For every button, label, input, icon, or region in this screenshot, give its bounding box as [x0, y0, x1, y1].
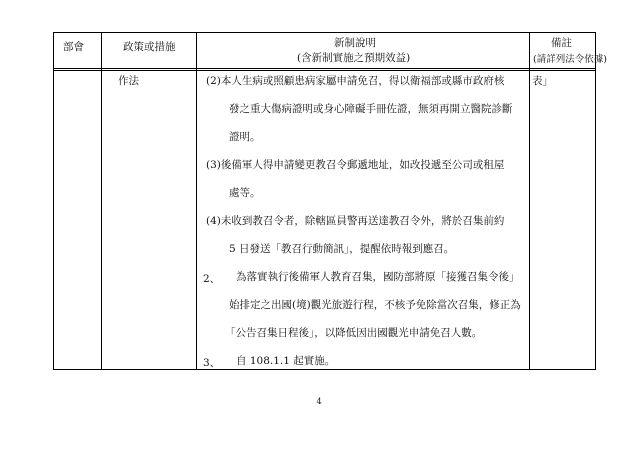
- description-line: 5 日發送「教召行動簡訊」，提醒依時報到應召。: [229, 243, 455, 255]
- table-border-right: [595, 32, 596, 370]
- policy-table: [53, 32, 607, 370]
- table-border-top: [53, 32, 596, 33]
- description-line: 發之重大傷病證明或身心障礙手冊佐證，無須再開立醫院診斷: [229, 103, 513, 115]
- item-number: 2、: [203, 273, 221, 285]
- description-line: (4)未收到教召令者，除轄區員警再送達教召令外，將於召集前約: [206, 215, 505, 227]
- header-policy: 政策或措施: [123, 41, 176, 53]
- header-description-sub: (含新制實施之預期效益): [297, 52, 411, 64]
- col-divider-1: [101, 32, 102, 370]
- description-line: (3)後備軍人得申請變更教召令郵遞地址，如改投遞至公司或租屋: [206, 159, 505, 171]
- header-department: 部會: [63, 41, 84, 53]
- description-line: 證明。: [229, 131, 261, 143]
- policy-method: 作法: [118, 75, 139, 87]
- page-number: 4: [316, 397, 322, 406]
- col-divider-3: [529, 32, 530, 370]
- header-remarks: 備註: [551, 37, 572, 49]
- description-line: 始排定之出國(境)觀光旅遊行程，不核予免除當次召集，修正為: [229, 299, 521, 311]
- description-line: (2)本人生病或照顧患病家屬申請免召，得以衛福部或縣市政府核: [206, 75, 505, 87]
- remarks-text: 表」: [532, 75, 553, 87]
- table-border-left: [53, 32, 54, 370]
- table-border-bottom: [53, 369, 596, 370]
- header-divider-double: [53, 70, 596, 71]
- description-line: 「公告召集日程後」，以降低因出國觀光申請免召人數。: [225, 327, 483, 339]
- description-line: 自 108.1.1 起實施。: [236, 355, 336, 367]
- description-line: 處等。: [229, 187, 261, 199]
- item-number: 3、: [203, 357, 221, 369]
- header-description: 新制說明: [334, 37, 376, 49]
- col-divider-2: [196, 32, 197, 370]
- description-line: 為落實執行後備軍人教育召集，國防部將原「接獲召集令後」: [236, 271, 520, 283]
- header-remarks-sub: (請詳列法令依據): [533, 54, 607, 65]
- header-divider: [53, 68, 596, 69]
